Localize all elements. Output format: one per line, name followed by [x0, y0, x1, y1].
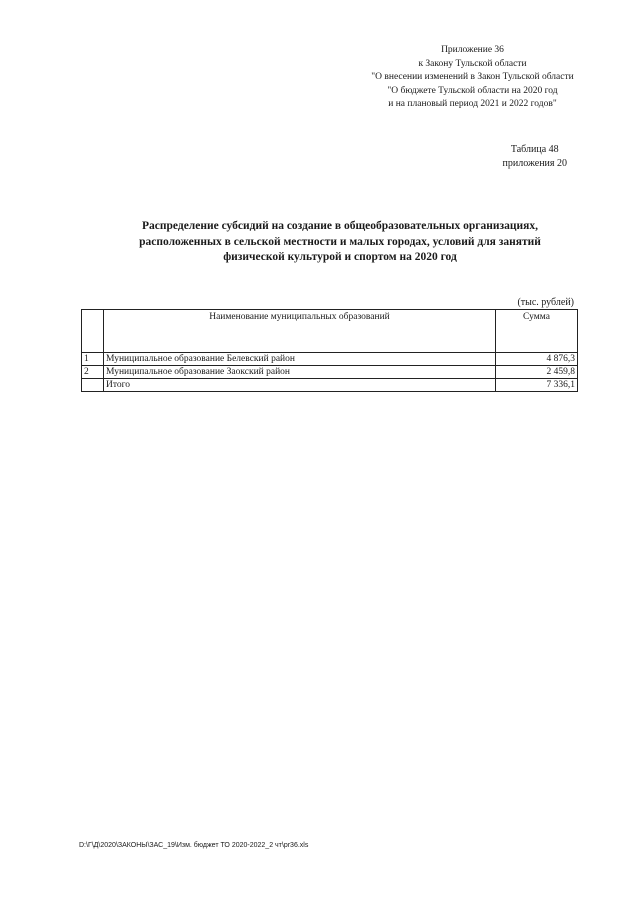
- row-sum: 2 459,8: [496, 366, 578, 379]
- appendix-line-2: к Закону Тульской области: [418, 58, 527, 69]
- row-num: 1: [82, 353, 104, 366]
- document-title: [80, 219, 600, 266]
- table-total-row: [82, 379, 578, 392]
- table-row: [82, 353, 578, 366]
- appendix-header: [330, 44, 615, 112]
- header-num: [82, 310, 104, 353]
- total-sum: 7 336,1: [496, 379, 578, 392]
- total-label: Итого: [104, 379, 496, 392]
- subsidy-table: [81, 309, 578, 392]
- header-sum: Сумма: [496, 310, 578, 353]
- footer-file-path: D:\Г\Д\2020\ЗАКОНЫ\ЗАС_19\Изм. бюджет ТО 2020-2022_2 чт\pr36.xls: [79, 842, 309, 849]
- table-ref-line-2: приложения 20: [502, 157, 567, 169]
- appendix-line-5: и на плановый период 2021 и 2022 годов": [388, 99, 557, 109]
- table-ref-line-1: Таблица 48: [510, 144, 559, 155]
- table-header-row: [82, 310, 578, 353]
- appendix-line-1: Приложение 36: [441, 45, 504, 55]
- row-sum: 4 876,3: [496, 353, 578, 366]
- table-reference: [503, 143, 567, 170]
- header-name: Наименование муниципальных образований: [104, 310, 496, 353]
- title-line-1: Распределение субсидий на создание в общеобразовательных организациях,: [142, 220, 538, 232]
- row-name: Муниципальное образование Белевский район: [104, 353, 496, 366]
- row-num: 2: [82, 366, 104, 379]
- title-line-3: физической культурой и спортом на 2020 год: [223, 251, 457, 263]
- units-label: (тыс. рублей): [517, 297, 574, 308]
- appendix-line-4: "О бюджете Тульской области на 2020 год: [387, 85, 558, 96]
- title-line-2: расположенных в сельской местности и малых городах, условий для занятий: [139, 235, 541, 248]
- table-row: [82, 366, 578, 379]
- row-name: Муниципальное образование Заокский район: [104, 366, 496, 379]
- total-num: [82, 379, 104, 392]
- appendix-line-3: "О внесении изменений в Закон Тульской области: [371, 72, 574, 82]
